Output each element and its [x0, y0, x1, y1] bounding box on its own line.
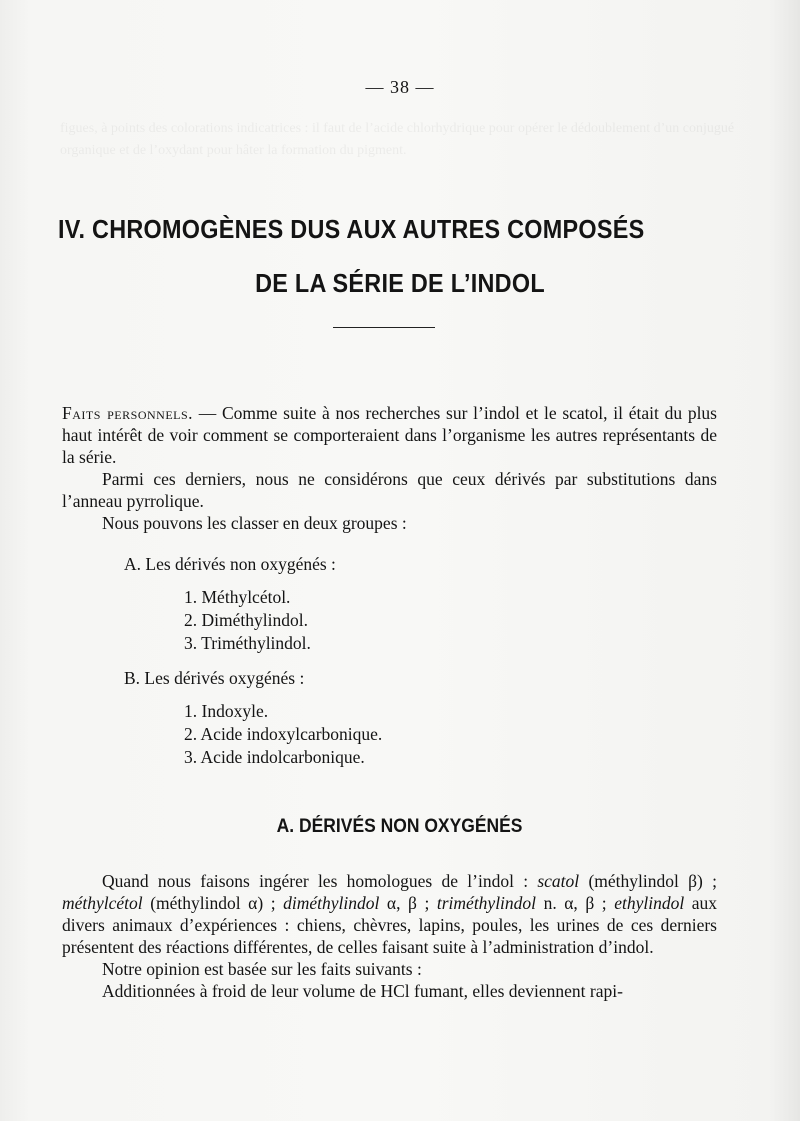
- body-paragraph-3: Additionnées à froid de leur volume de HCl fumant, elles deviennent rapi-: [102, 981, 623, 1001]
- group-b-item-3: 3. Acide indolcarbonique.: [184, 747, 365, 767]
- title-divider: [333, 327, 435, 328]
- group-a-item-1: 1. Méthylcétol.: [184, 587, 291, 607]
- group-a-item-2: 2. Diméthylindol.: [184, 610, 308, 630]
- show-through-text: figues, à points des colorations indicatrices : il faut de l’acide chlorhydrique pour opérer le dédoublement d’un conjugué organique et de l’oxydant pour hâter la formation du pigment.: [60, 121, 735, 158]
- intro-paragraph-3: Nous pouvons les classer en deux groupes :: [102, 513, 407, 533]
- body-paragraph-2: Notre opinion est basée sur les faits suivants :: [102, 959, 422, 979]
- intro-paragraph-1: Faits personnels. — Comme suite à nos recherches sur l’indol et le scatol, il était du plus haut intérêt de voir comment se comporteraient dans l’organisme les autres représentants de la série.: [62, 403, 717, 467]
- intro-lead: Faits personnels.: [62, 403, 194, 423]
- body-text: [62, 870, 717, 1002]
- group-a-item-3: 3. Triméthylindol.: [184, 633, 311, 653]
- group-b-item-2: 2. Acide indoxylcarbonique.: [184, 724, 383, 744]
- section-title: A. DÉRIVÉS NON OXYGÉNÉS: [277, 816, 523, 837]
- group-b-label: B. Les dérivés oxygénés :: [124, 668, 305, 688]
- group-a-label: A. Les dérivés non oxygénés :: [124, 554, 336, 574]
- group-b-item-1: 1. Indoxyle.: [184, 701, 269, 721]
- body-paragraph-1: Quand nous faisons ingérer les homologues de l’indol : scatol (méthylindol β) ; méthylcétol (méthylindol α) ; diméthylindol α, β ; triméthylindol n. α, β ; ethylindol aux divers animaux d’expériences : chiens, chèvres, lapins, poules, les urines de ces derniers présentent des réactions différentes, de celles faisant suite à l’administration d’indol.: [62, 871, 718, 957]
- page-number: — 38 —: [365, 77, 435, 97]
- chapter-title-line-1: IV. CHROMOGÈNES DUS AUX AUTRES COMPOSÉS: [58, 214, 645, 244]
- intro-paragraph-2: Parmi ces derniers, nous ne considérons que ceux dérivés par substitutions dans l’anneau pyrrolique.: [62, 469, 717, 511]
- intro-text: [62, 402, 717, 534]
- chapter-title-line-2: DE LA SÉRIE DE L’INDOL: [255, 268, 545, 298]
